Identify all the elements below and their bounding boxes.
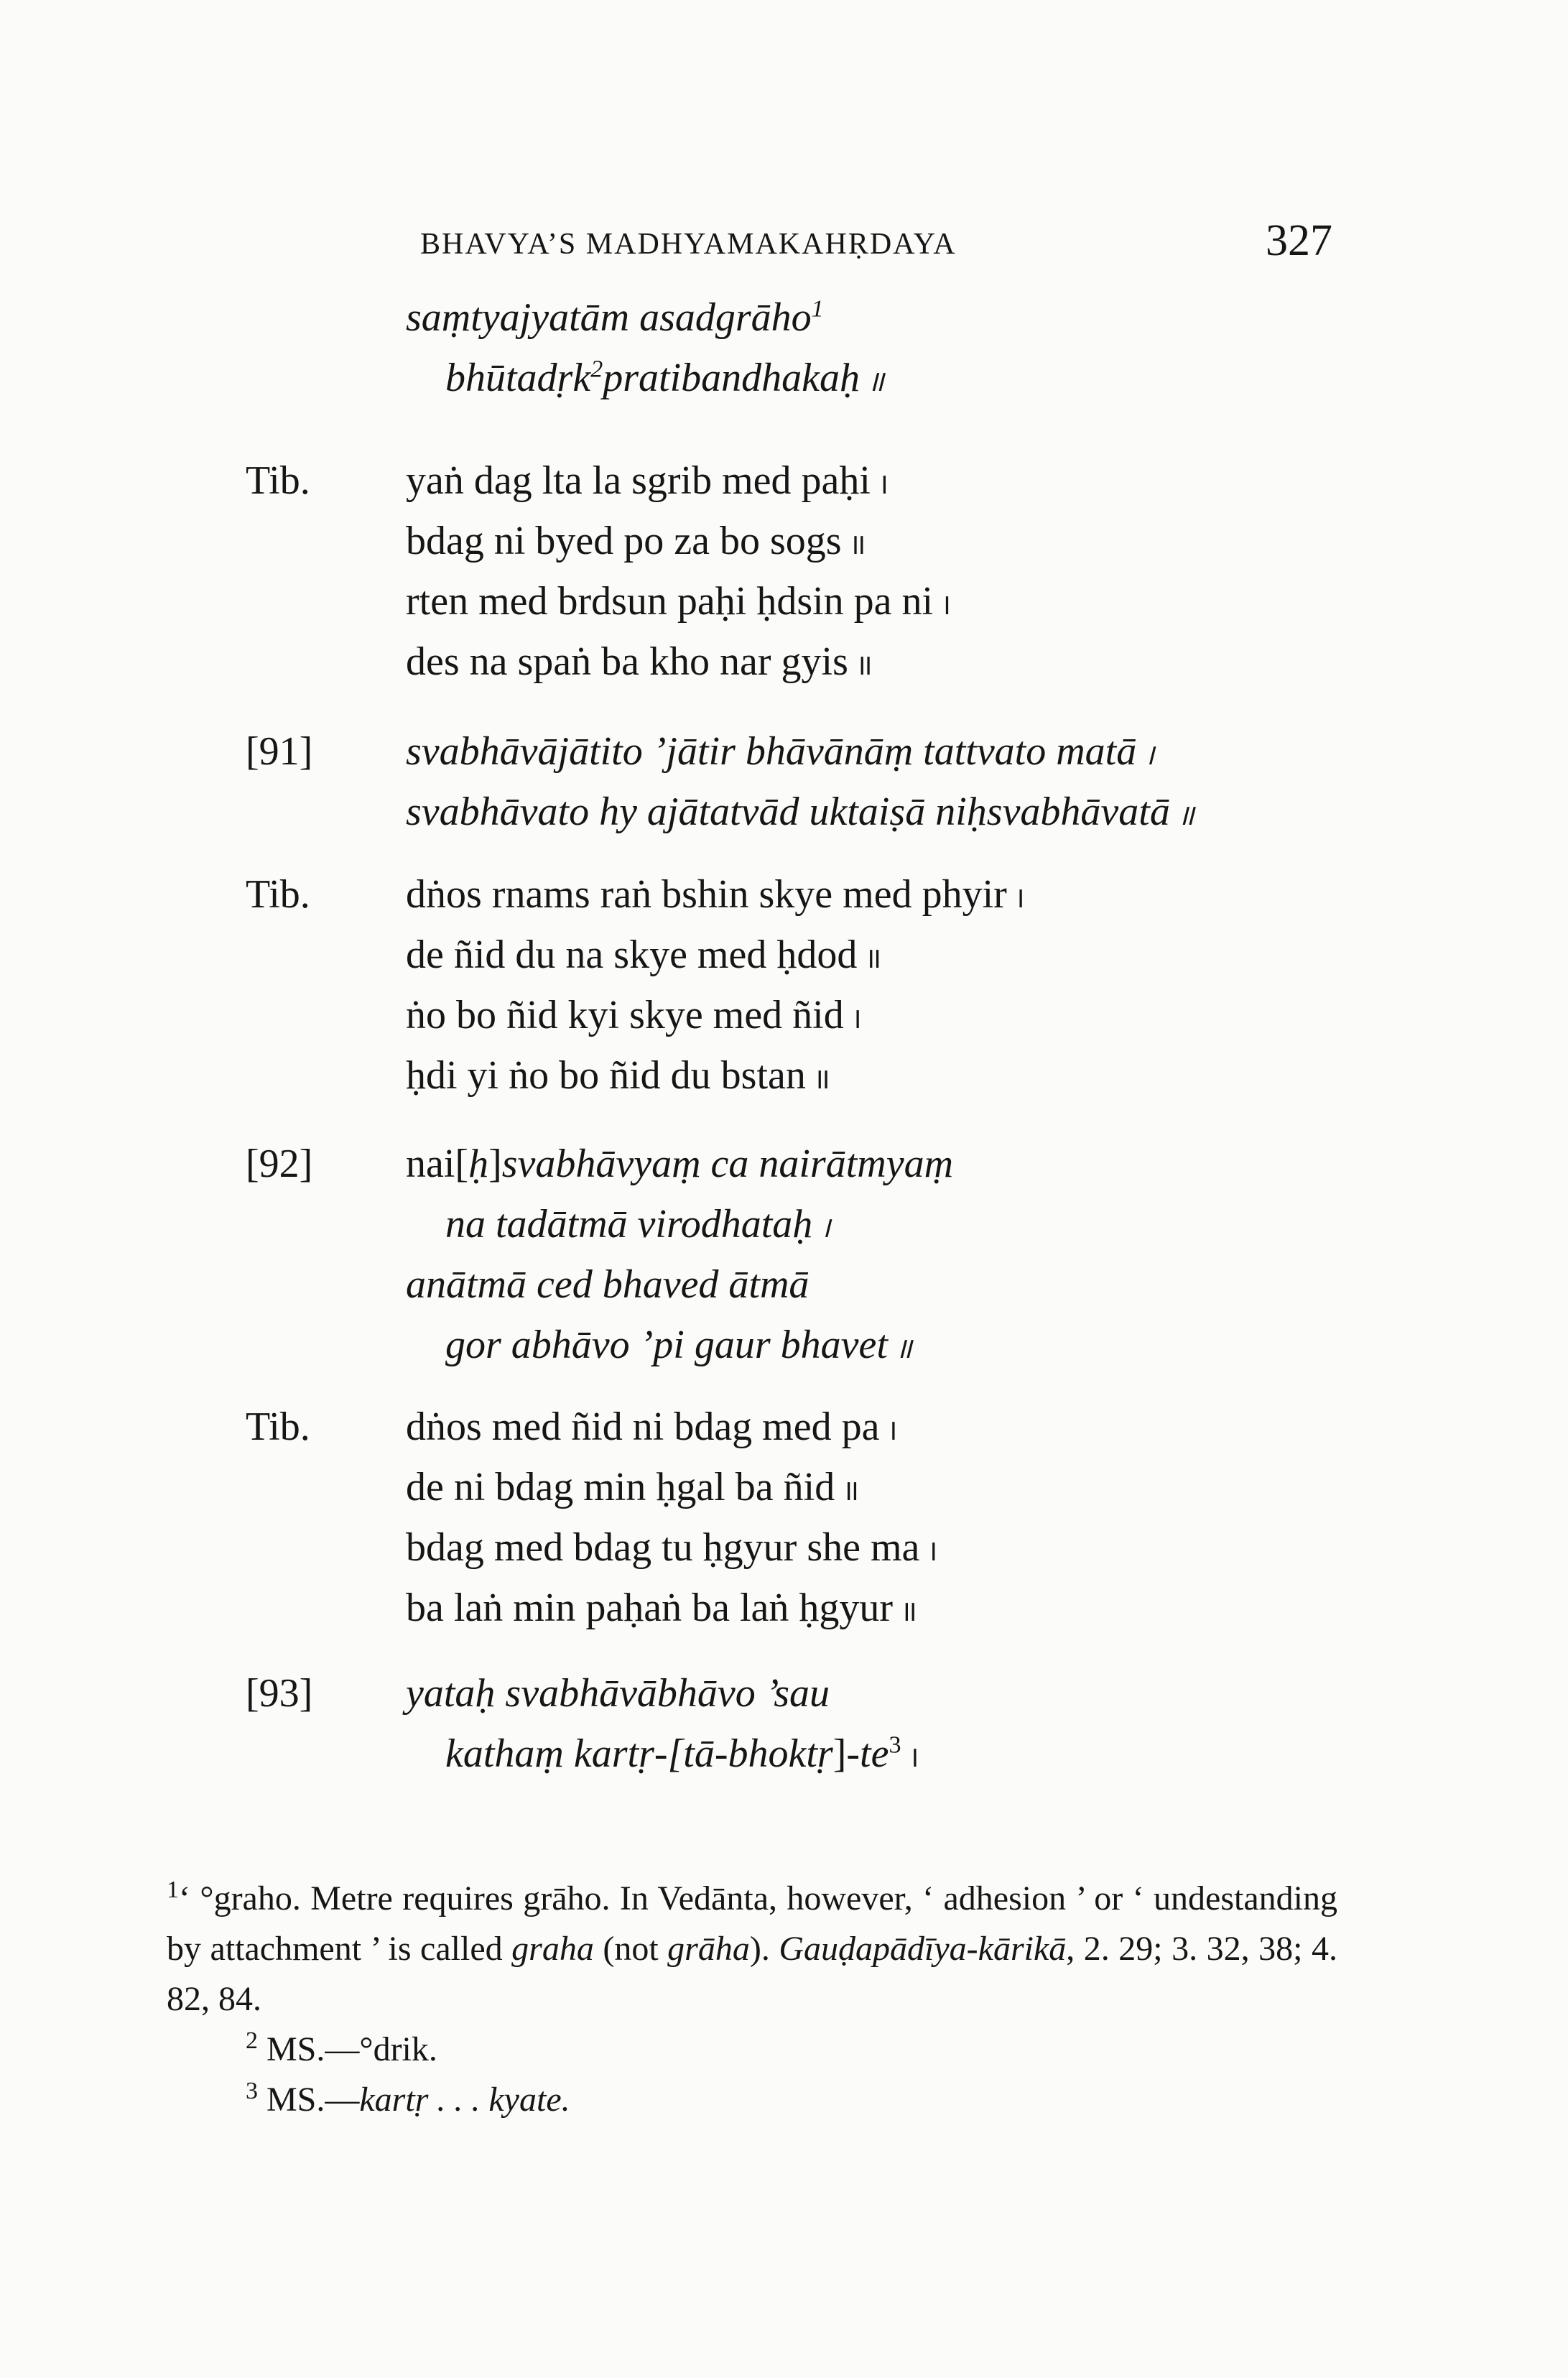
verse-number: [91] — [246, 729, 313, 774]
footnote-1: $^1$‘ °graho. Metre requires grāho. In Vedānta, however, ‘ adhesion ’ or ‘ undestanding by attachment ’ is called graha (not grāha). Gauḍapādīya-kārikā, 2. 29; 3. 32, 38; 4. 82, 84. — [167, 1877, 1338, 2018]
verse-line: gor abhāvo ’pi gaur bhavet ॥ — [445, 1323, 912, 1367]
tibetan-line: yaṅ dag lta la sgrib med paḥi । — [406, 458, 889, 503]
verse-line: svabhāvato hy ajātatvād uktaiṣā niḥsvabhāvatā ॥ — [406, 790, 1194, 834]
verse-line: anātmā ced bhaved ātmā — [406, 1262, 809, 1307]
verse-line: yataḥ svabhāvābhāvo ’sau — [406, 1671, 830, 1716]
tibetan-line: des na spaṅ ba kho nar gyis ॥ — [406, 639, 873, 684]
footnote-mark: 1 — [167, 1877, 179, 1903]
verse-line: svabhāvājātito ’jātir bhāvānāṃ tattvato matā । — [406, 729, 1155, 774]
running-head: BHAVYA’S MADHYAMAKAHṚDAYA — [420, 228, 957, 261]
tibetan-line: bdag ni byed po za bo sogs ॥ — [406, 519, 866, 563]
tibetan-line: dṅos med ñid ni bdag med pa । — [406, 1405, 898, 1449]
footnote-ref: 1 — [811, 295, 824, 323]
tibetan-line: ba laṅ min paḥaṅ ba laṅ ḥgyur ॥ — [406, 1586, 917, 1630]
footnote-mark: 3 — [246, 2078, 258, 2104]
tibetan-line: de ñid du na skye med ḥdod ॥ — [406, 933, 882, 977]
verse-line: nai[ḥ]svabhāvyaṃ ca nairātmyaṃ — [406, 1142, 954, 1186]
verse-line: na tadātmā virodhataḥ । — [445, 1202, 831, 1246]
tibetan-line: ḥdi yi ṅo bo ñid du bstan ॥ — [406, 1053, 830, 1098]
verse-line: bhūtadṛk$^2$pratibandhakaḥ ॥ — [445, 356, 884, 400]
footnote-3: $^3$ MS.—kartṛ . . . kyate. — [246, 2078, 570, 2119]
footnotes — [167, 1874, 1337, 2125]
block-label: Tib. — [246, 872, 310, 917]
tibetan-line: bdag med bdag tu ḥgyur she ma । — [406, 1525, 938, 1570]
page-number: 327 — [1266, 216, 1332, 265]
footnote-mark: 2 — [246, 2027, 258, 2054]
page-header — [420, 216, 1332, 273]
footnote-2: $^2$ MS.—°drik. — [246, 2027, 437, 2068]
tibetan-line: de ni bdag min ḥgal ba ñid ॥ — [406, 1465, 860, 1509]
block-label: Tib. — [246, 1405, 310, 1449]
block-label: Tib. — [246, 458, 310, 503]
footnote-ref: 2 — [590, 356, 603, 383]
verse-line: kathaṃ kartṛ-$[tā-bhoktṛ]-te^3$ । — [445, 1731, 919, 1776]
verse-number: [93] — [246, 1671, 313, 1716]
tibetan-line: dṅos rnams raṅ bshin skye med phyir । — [406, 872, 1025, 917]
footnote-ref: 3 — [889, 1731, 901, 1759]
tibetan-line: rten med brdsun paḥi ḥdsin pa ni । — [406, 579, 952, 624]
danda-mark: ॥ — [866, 365, 884, 397]
verse-number: [92] — [246, 1142, 313, 1186]
tibetan-line: ṅo bo ñid kyi skye med ñid । — [406, 993, 862, 1037]
verse-line: saṃtyajyatām asadgrāho$^1$ — [406, 295, 824, 340]
